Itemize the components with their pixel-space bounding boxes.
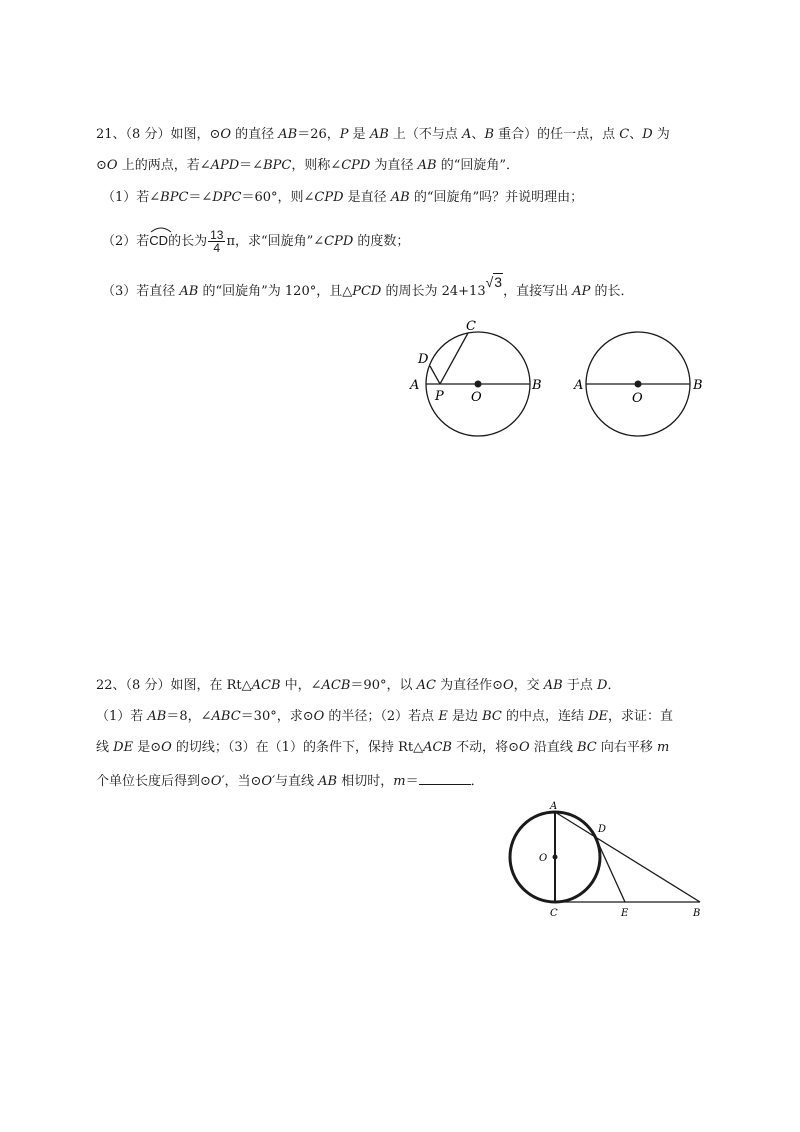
center-dot xyxy=(635,381,642,388)
q22-line3: 线 DE 是⊙O 的切线；（3）在（1）的条件下，保持 Rt△ACB 不动，将⊙O 沿直线 BC 向右平移 m xyxy=(96,740,670,755)
label-o: O xyxy=(471,390,482,405)
q21-number: 21、 xyxy=(96,127,126,142)
arc-cd: CD xyxy=(149,226,168,250)
q22-number: 22、 xyxy=(96,678,126,693)
label-d: D xyxy=(598,824,607,835)
segment-pc xyxy=(440,333,468,384)
q21-score: （8 分） xyxy=(125,127,171,142)
label-c: C xyxy=(550,908,558,919)
label-o: O xyxy=(539,853,548,864)
q21-line1: 21、（8 分）如图，⊙O 的直径 AB＝26，P 是 AB 上（不与点 A、B 重合）的任一点，点 C、D 为 xyxy=(96,127,670,142)
q22-figure xyxy=(505,800,715,925)
label-b: B xyxy=(532,378,542,393)
label-d: D xyxy=(418,352,429,367)
label-p: P xyxy=(435,389,444,404)
arc-icon xyxy=(149,225,173,233)
q22-line2: （1）若 AB＝8，∠ABC＝30°，求⊙O 的半径；（2）若点 E 是边 BC 的中点，连结 DE，求证：直 xyxy=(96,709,674,724)
q22-score: （8 分） xyxy=(125,678,171,693)
q22-line4: 个单位长度后得到⊙O′，当⊙O′与直线 AB 相切时，m＝ ． xyxy=(96,774,484,789)
q21-part2: （2）若 CD的长为 $\frac{13}{4}$ π，求“回旋角”∠CPD 的度数； xyxy=(102,226,409,254)
q21-line2: ⊙O 上的两点，若∠APD＝∠BPC，则称∠CPD 为直径 AB 的“回旋角”． xyxy=(96,158,520,173)
center-dot xyxy=(475,381,482,388)
label-b: B xyxy=(693,378,703,393)
q21-figure2 xyxy=(570,316,720,446)
label-c: C xyxy=(466,319,476,334)
q22-line1: 22、（8 分）如图，在 Rt△ACB 中，∠ACB＝90°，以 AC 为直径作⊙O，交 AB 于点 D． xyxy=(96,678,621,693)
segment-ab xyxy=(555,812,700,902)
q21-part3: （3）若直径 AB 的“回旋角”为 120°，且△PCD 的周长为 24+13√3，直接写出 AP 的长． xyxy=(102,274,634,299)
label-a: A xyxy=(550,801,558,812)
q21-part1: （1）若∠BPC＝∠DPC＝60°，则∠CPD 是直径 AB 的“回旋角”吗？并说明理由； xyxy=(102,190,584,205)
label-o: O xyxy=(632,391,643,406)
label-b: B xyxy=(693,908,701,919)
sqrt-3: √3 xyxy=(485,274,503,290)
label-a: A xyxy=(410,378,420,393)
label-a: A xyxy=(574,378,584,393)
center-dot xyxy=(553,855,558,860)
answer-blank[interactable] xyxy=(419,772,471,785)
label-e: E xyxy=(621,908,629,919)
segment-pd xyxy=(430,366,440,384)
fraction-13-4: $\frac{13}{4}$ xyxy=(210,228,224,255)
q21-figure1 xyxy=(400,316,560,446)
